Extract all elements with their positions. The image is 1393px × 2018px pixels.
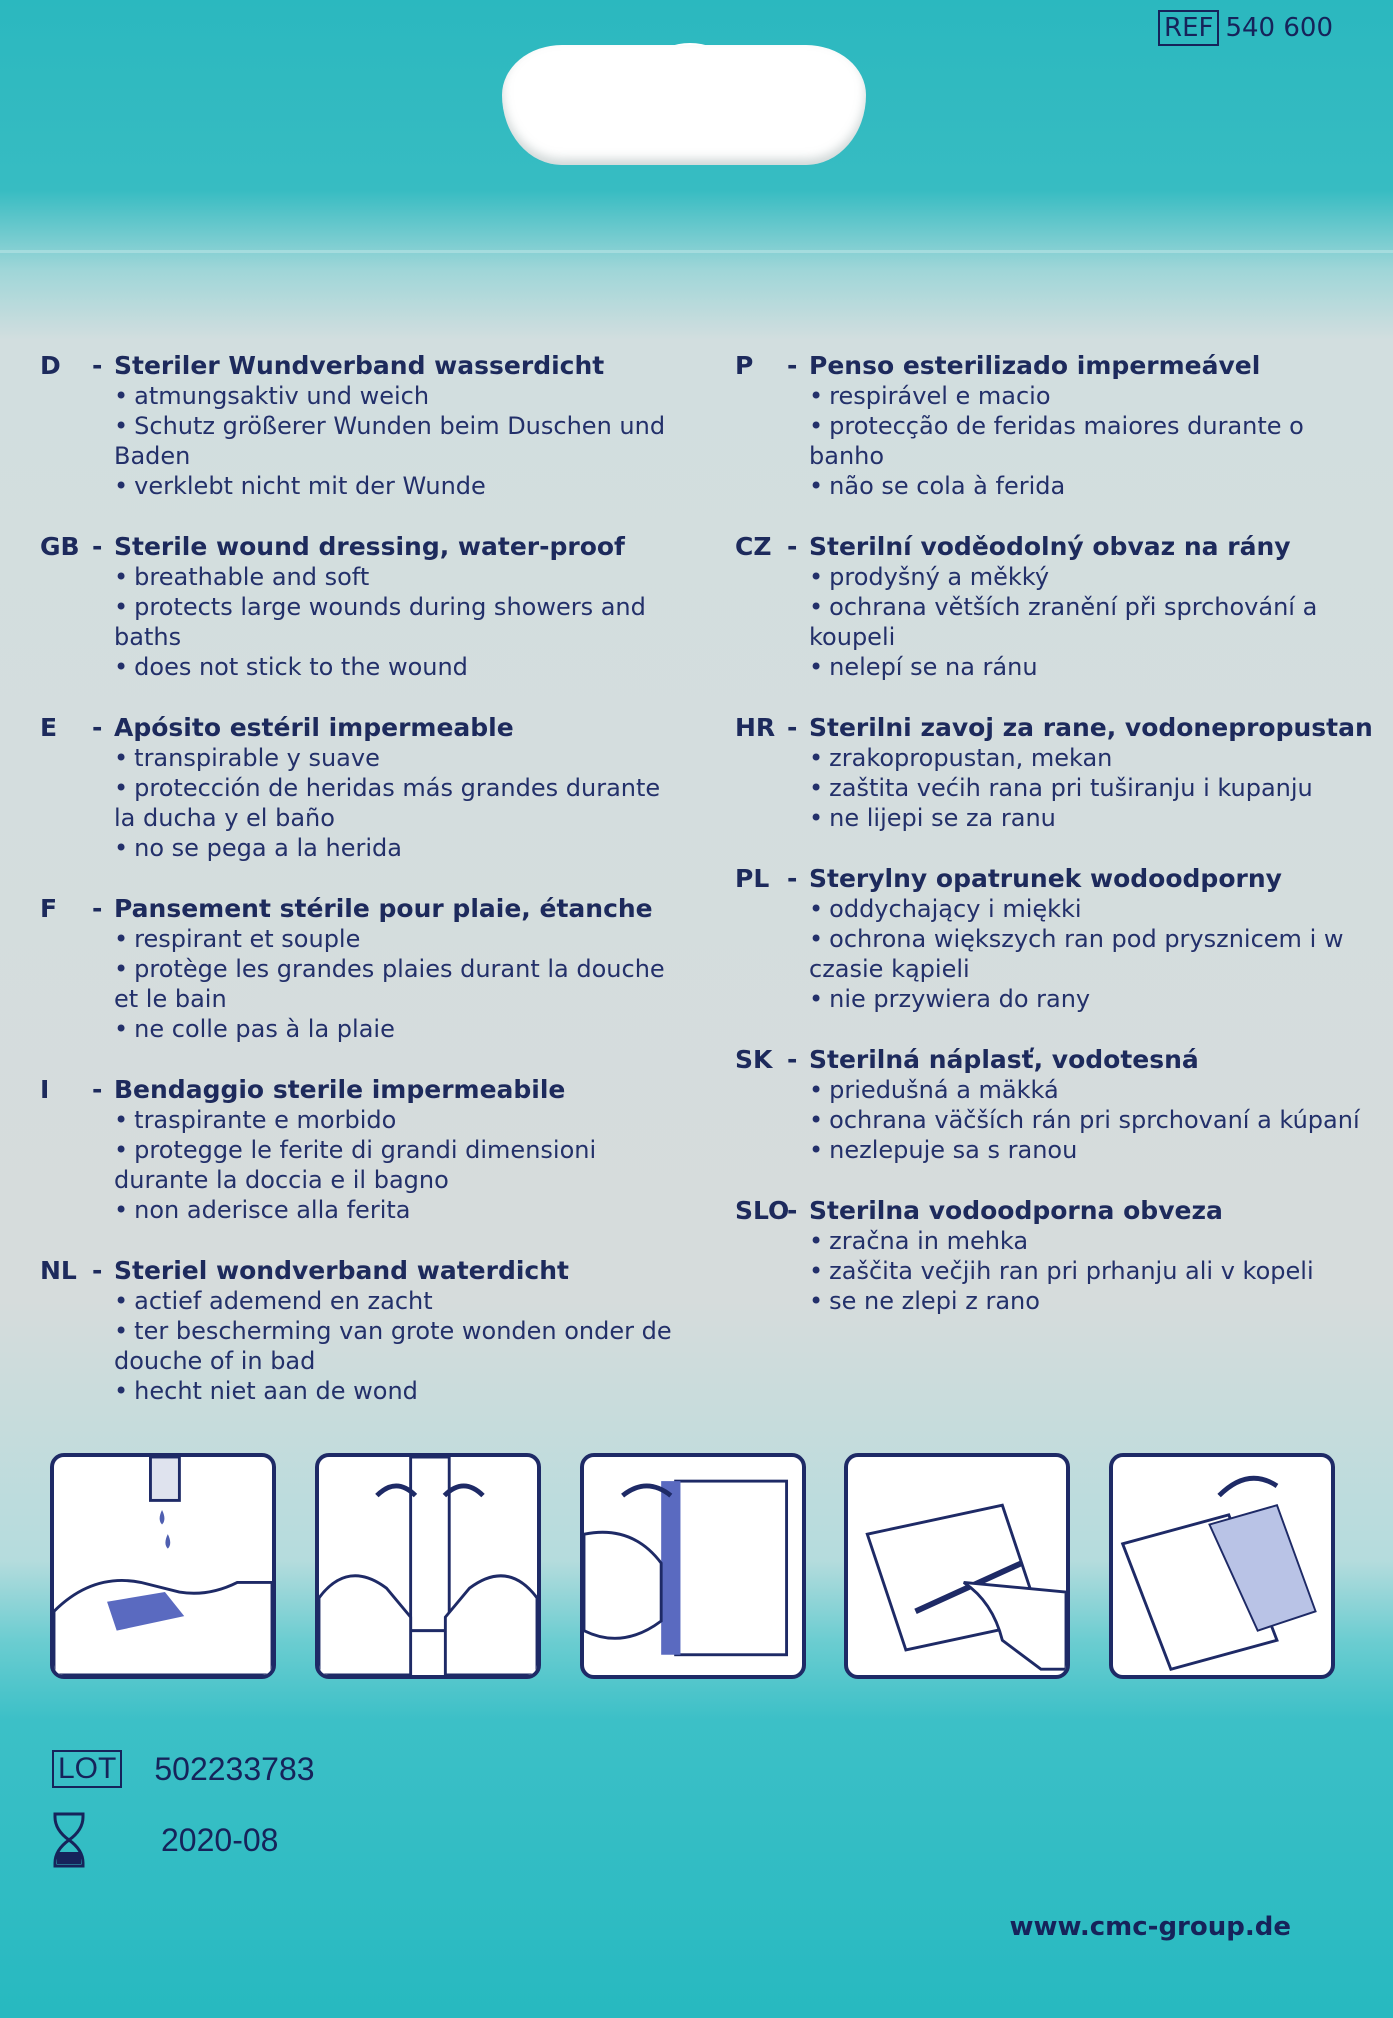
ref-number <box>1158 10 1333 46</box>
language-code: CZ <box>735 532 772 561</box>
language-heading <box>40 893 680 924</box>
separator: - <box>92 1075 103 1104</box>
language-code: GB <box>40 532 80 561</box>
product-title: Steriler Wundverband wasserdicht <box>114 351 605 380</box>
product-title: Steriel wondverband waterdicht <box>114 1256 569 1285</box>
language-block <box>735 1044 1375 1165</box>
feature-bullet: • não se cola à ferida <box>809 471 1375 501</box>
product-title: Sterilná náplasť, vodotesná <box>809 1045 1199 1074</box>
product-title: Sterilna vodoodporna obveza <box>809 1196 1223 1225</box>
product-title: Bendaggio sterile impermeabile <box>114 1075 566 1104</box>
feature-bullet: • atmungsaktiv und weich <box>114 381 680 411</box>
feature-bullet: • transpirable y suave <box>114 743 680 773</box>
feature-bullet: • breathable and soft <box>114 562 680 592</box>
language-code: P <box>735 351 754 380</box>
separator: - <box>787 532 798 561</box>
feature-bullet: • ne lijepi se za ranu <box>809 803 1375 833</box>
left-language-column <box>40 350 680 1436</box>
peel-backing-icon <box>580 1453 806 1679</box>
feature-bullet: • priedušná a mäkká <box>809 1075 1375 1105</box>
feature-bullet: • traspirante e morbido <box>114 1105 680 1135</box>
separator: - <box>787 713 798 742</box>
feature-bullet: • nelepí se na ránu <box>809 652 1375 682</box>
product-title: Sterile wound dressing, water-proof <box>114 532 625 561</box>
feature-bullet: • no se pega a la herida <box>114 833 680 863</box>
feature-bullet: • zaštita većih rana pri tuširanju i kupanju <box>809 773 1375 803</box>
feature-bullet: • Schutz größerer Wunden beim Duschen und Baden <box>114 411 680 471</box>
hang-hole-slot <box>502 45 866 165</box>
language-block <box>40 1074 680 1225</box>
separator: - <box>92 532 103 561</box>
feature-bullet: • zračna in mehka <box>809 1226 1375 1256</box>
expiry-value: 2020-08 <box>161 1821 279 1858</box>
lot-label: LOT <box>52 1750 122 1788</box>
feature-bullet: • zaščita večjih ran pri prhanju ali v kopeli <box>809 1256 1375 1286</box>
feature-bullet: • zrakopropustan, mekan <box>809 743 1375 773</box>
ref-label: REF <box>1158 10 1219 46</box>
lot-number <box>52 1750 315 1788</box>
apply-dressing-icon <box>844 1453 1070 1679</box>
feature-bullet: • protección de heridas más grandes durante la ducha y el baño <box>114 773 680 833</box>
feature-bullet: • protegge le ferite di grandi dimensioni durante la doccia e il bagno <box>114 1135 680 1195</box>
language-heading <box>735 350 1375 381</box>
language-code: D <box>40 351 61 380</box>
feature-bullet: • ter bescherming van grote wonden onder de douche of in bad <box>114 1316 680 1376</box>
wash-wound-icon <box>50 1453 276 1679</box>
language-heading <box>735 712 1375 743</box>
lot-value: 502233783 <box>154 1750 315 1787</box>
website-url: www.cmc-group.de <box>1009 1912 1291 1942</box>
language-block <box>40 1255 680 1406</box>
separator: - <box>787 1045 798 1074</box>
feature-bullet: • ne colle pas à la plaie <box>114 1014 680 1044</box>
product-title: Sterilní voděodolný obvaz na rány <box>809 532 1291 561</box>
feature-bullet: • hecht niet aan de wond <box>114 1376 680 1406</box>
feature-bullet: • protects large wounds during showers and baths <box>114 592 680 652</box>
product-title: Sterilni zavoj za rane, vodonepropustan <box>809 713 1373 742</box>
feature-bullet: • actief ademend en zacht <box>114 1286 680 1316</box>
language-code: E <box>40 713 58 742</box>
language-code: SLO <box>735 1196 790 1225</box>
language-block <box>735 1195 1375 1316</box>
language-block <box>735 350 1375 501</box>
language-block <box>40 712 680 863</box>
language-code: NL <box>40 1256 77 1285</box>
language-block <box>40 893 680 1044</box>
language-heading <box>735 1044 1375 1075</box>
feature-bullet: • oddychający i miękki <box>809 894 1375 924</box>
feature-bullet: • nie przywiera do rany <box>809 984 1375 1014</box>
feature-bullet: • ochrona większych ran pod prysznicem i w czasie kąpieli <box>809 924 1375 984</box>
right-language-column <box>735 350 1375 1346</box>
feature-bullet: • verklebt nicht mit der Wunde <box>114 471 680 501</box>
hourglass-icon <box>52 1812 86 1868</box>
separator: - <box>92 351 103 380</box>
language-code: HR <box>735 713 776 742</box>
language-heading <box>40 1255 680 1286</box>
product-title: Apósito estéril impermeable <box>114 713 514 742</box>
feature-bullet: • se ne zlepi z rano <box>809 1286 1375 1316</box>
language-code: F <box>40 894 58 923</box>
remove-liner-icon <box>1109 1453 1335 1679</box>
language-heading <box>40 1074 680 1105</box>
language-block <box>735 712 1375 833</box>
open-pouch-icon <box>315 1453 541 1679</box>
separator: - <box>92 894 103 923</box>
feature-bullet: • ochrana väčších rán pri sprchovaní a kúpaní <box>809 1105 1375 1135</box>
language-block <box>735 863 1375 1014</box>
feature-bullet: • respirável e macio <box>809 381 1375 411</box>
language-heading <box>735 1195 1375 1226</box>
ref-value: 540 600 <box>1225 13 1333 43</box>
instruction-pictograms <box>50 1453 1335 1679</box>
language-heading <box>40 531 680 562</box>
language-block <box>40 350 680 501</box>
feature-bullet: • protecção de feridas maiores durante o banho <box>809 411 1375 471</box>
separator: - <box>787 864 798 893</box>
language-code: SK <box>735 1045 773 1074</box>
product-title: Sterylny opatrunek wodoodporny <box>809 864 1282 893</box>
language-heading <box>40 712 680 743</box>
separator: - <box>787 1196 798 1225</box>
feature-bullet: • respirant et souple <box>114 924 680 954</box>
language-code: PL <box>735 864 770 893</box>
language-block <box>40 531 680 682</box>
feature-bullet: • ochrana větších zranění při sprchování a koupeli <box>809 592 1375 652</box>
feature-bullet: • protège les grandes plaies durant la douche et le bain <box>114 954 680 1014</box>
separator: - <box>92 713 103 742</box>
feature-bullet: • nezlepuje sa s ranou <box>809 1135 1375 1165</box>
expiry-date <box>52 1812 278 1868</box>
feature-bullet: • non aderisce alla ferita <box>114 1195 680 1225</box>
language-heading <box>735 863 1375 894</box>
language-heading <box>40 350 680 381</box>
separator: - <box>92 1256 103 1285</box>
language-code: I <box>40 1075 50 1104</box>
product-title: Penso esterilizado impermeável <box>809 351 1261 380</box>
product-title: Pansement stérile pour plaie, étanche <box>114 894 653 923</box>
language-block <box>735 531 1375 682</box>
language-heading <box>735 531 1375 562</box>
fold-line <box>0 250 1393 253</box>
feature-bullet: • does not stick to the wound <box>114 652 680 682</box>
feature-bullet: • prodyšný a měkký <box>809 562 1375 592</box>
separator: - <box>787 351 798 380</box>
